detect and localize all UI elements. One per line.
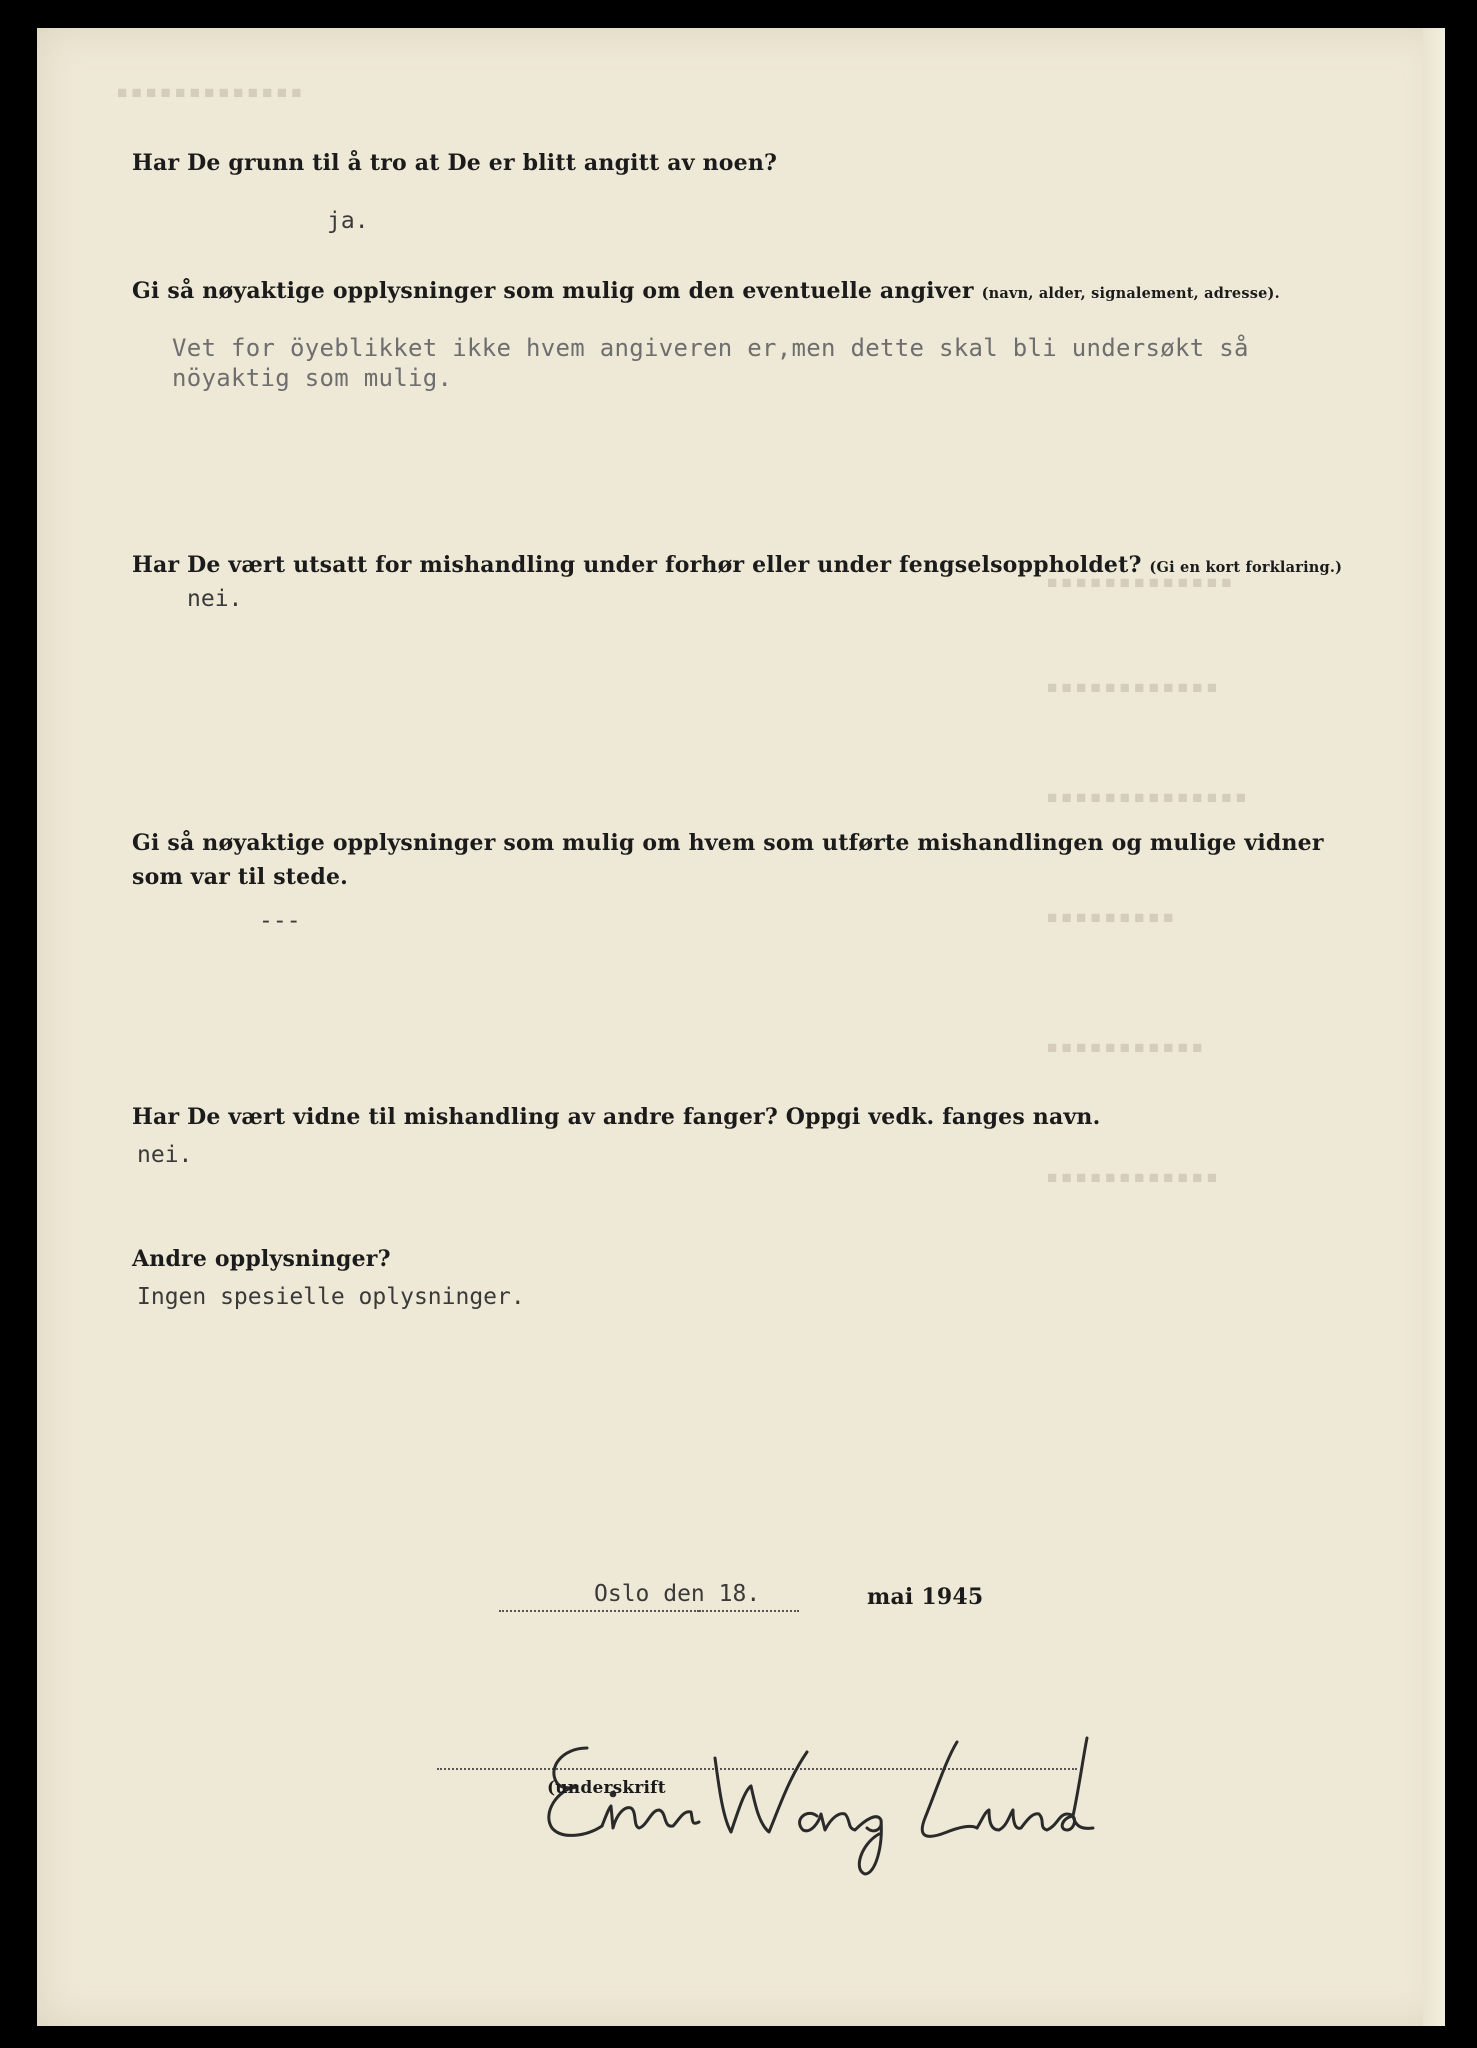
- page-edge: [1423, 28, 1445, 2026]
- document-page: [37, 28, 1445, 2026]
- answer-angiver-line2: nöyaktig som mulig.: [172, 364, 453, 392]
- question-vidner-line2: som var til stede.: [132, 864, 349, 890]
- show-through-text: ■ ■ ■ ■ ■ ■ ■ ■ ■ ■ ■ ■ ■: [117, 83, 302, 102]
- question-vidne: Har De vært vidne til mishandling av andre fanger? Oppgi vedk. fanges navn.: [132, 1104, 1101, 1130]
- question-angiver: [132, 278, 1280, 304]
- question-mishandling: [132, 552, 1342, 578]
- show-through-text: ■ ■ ■ ■ ■ ■ ■ ■ ■ ■ ■ ■: [1047, 678, 1217, 697]
- show-through-text: ■ ■ ■ ■ ■ ■ ■ ■ ■ ■ ■ ■: [1047, 1168, 1217, 1187]
- show-through-text: ■ ■ ■ ■ ■ ■ ■ ■ ■ ■ ■ ■ ■ ■: [1047, 788, 1247, 807]
- question-mishandling-text: Har De vært utsatt for mishandling under forhør eller under fengselsoppholdet?: [132, 552, 1142, 578]
- handwritten-signature: [527, 1728, 1117, 1878]
- answer-angiver-line1: Vet for öyeblikket ikke hvem angiveren er,men dette skal bli undersøkt så: [172, 334, 1249, 362]
- show-through-text: ■ ■ ■ ■ ■ ■ ■ ■ ■: [1047, 908, 1174, 927]
- day-dotted-line: [699, 1610, 799, 1612]
- place-dotted-line: [499, 1610, 699, 1612]
- show-through-text: ■ ■ ■ ■ ■ ■ ■ ■ ■ ■ ■ ■ ■: [1047, 573, 1232, 592]
- question-vidner-line1: Gi så nøyaktige opplysninger som mulig om hvem som utførte mishandlingen og mulige vidner: [132, 830, 1324, 856]
- place-and-day: Oslo den 18.: [594, 1581, 761, 1607]
- show-through-text: ■ ■ ■ ■ ■ ■ ■ ■ ■ ■ ■: [1047, 1038, 1203, 1057]
- month-year: mai 1945: [867, 1584, 984, 1610]
- answer-mishandling: nei.: [187, 586, 243, 612]
- answer-vidner: ---: [259, 908, 301, 934]
- question-mishandling-note: (Gi en kort forklaring.): [1149, 559, 1343, 576]
- question-angiver-text: Gi så nøyaktige opplysninger som mulig om den eventuelle angiver: [132, 278, 974, 304]
- question-angiver-note: (navn, alder, signalement, adresse).: [981, 285, 1280, 302]
- question-andre: Andre opplysninger?: [132, 1246, 391, 1272]
- answer-vidne: nei.: [137, 1142, 193, 1168]
- answer-andre: Ingen spesielle oplysninger.: [137, 1284, 525, 1310]
- question-angitt: Har De grunn til å tro at De er blitt angitt av noen?: [132, 150, 778, 176]
- answer-angitt: ja.: [327, 208, 369, 234]
- signature-label: (underskrift: [547, 1778, 666, 1798]
